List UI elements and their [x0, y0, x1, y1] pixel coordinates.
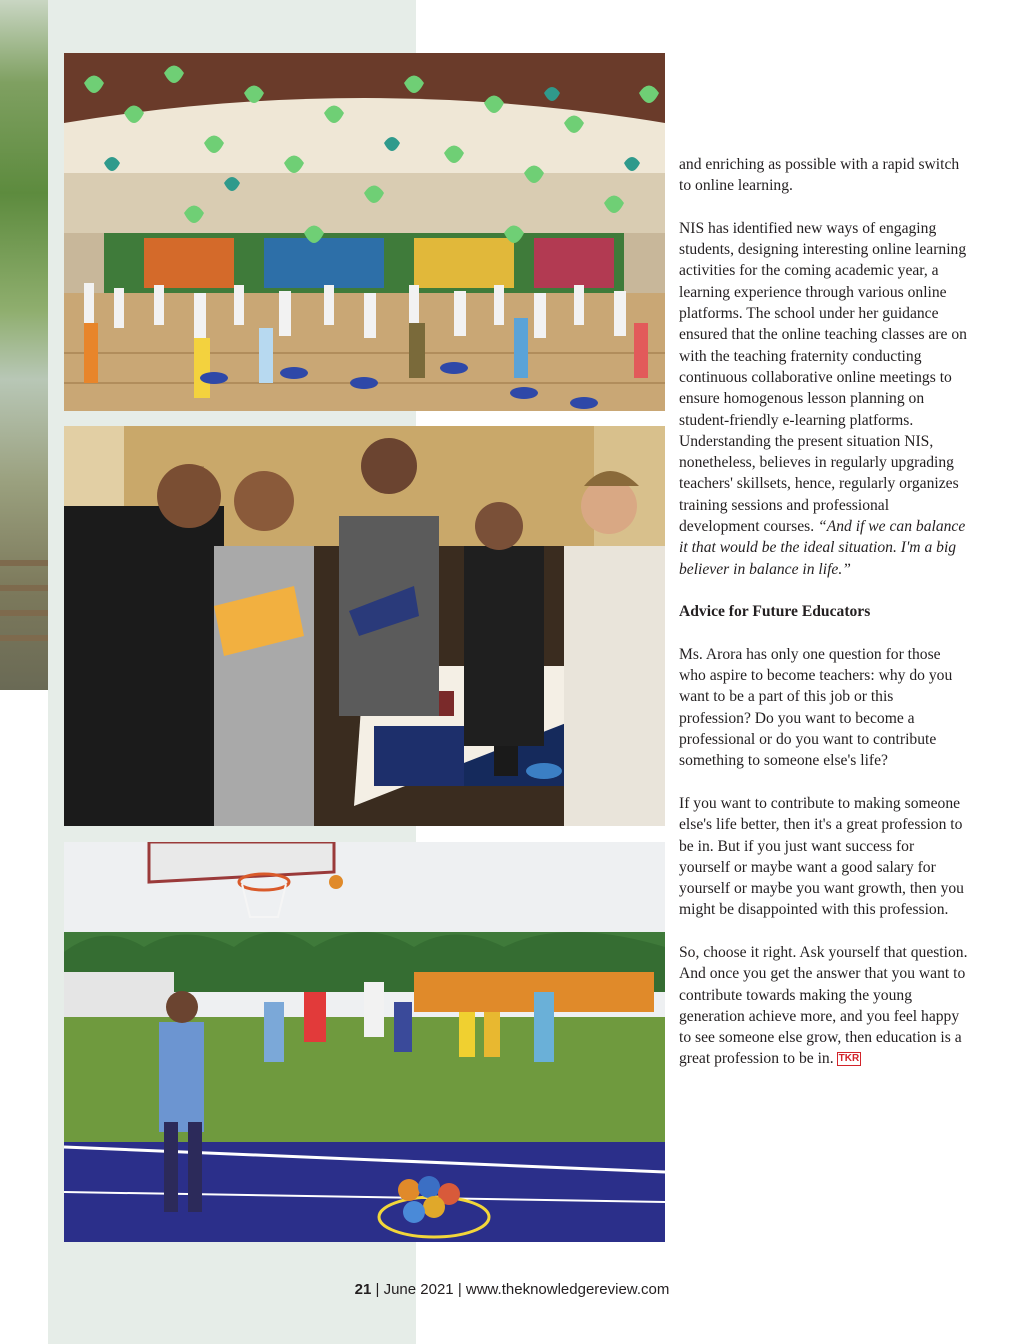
bench-slat — [0, 585, 48, 591]
tkr-end-logo: TKR — [838, 1053, 860, 1065]
paragraph-text: So, choose it right. Ask yourself that question. And once you get the answer that you want to contribute towards making the young generation achieve more, and you feel happy to see someone else grow, then education is a great profession to be in. — [679, 943, 968, 1068]
section-heading: Advice for Future Educators — [679, 603, 871, 621]
side-photo-strip — [0, 0, 48, 690]
bench-slat — [0, 610, 48, 616]
photo-exhibition-table — [64, 426, 665, 826]
article-paragraph — [679, 218, 969, 580]
bench-slat — [0, 560, 48, 566]
footer-separator: | — [371, 1281, 384, 1298]
bench-slat — [0, 635, 48, 641]
article-paragraph: If you want to contribute to making someone else's life better, then it's a great profession to be in. But if you just want success for yourself or maybe want a good salary for yourself or maybe you want growth, then you might be disappointed with this profession. — [679, 794, 964, 919]
photo-children-assembly-hall — [64, 53, 665, 411]
quote-text: “And if we can balance it that would be the ideal situation. I'm a big believer in balance in life.” — [679, 518, 966, 578]
page-number: 21 — [354, 1281, 372, 1298]
issue-date: June 2021 — [383, 1281, 454, 1298]
article-paragraph — [679, 942, 969, 1070]
article-paragraph: Ms. Arora has only one question for those who aspire to become teachers: why do you want to be a part of this job or this profession? Do you want to become a professional or do you want to contribute something to someone else's life? — [679, 645, 953, 770]
paragraph-text: NIS has identified new ways of engaging students, designing interesting online learning activities for the coming academic year, a learning experience through various online platforms. The school under her guidance ensured that the online teaching classes are on with the teaching fraternity conducting continuous collaborative online meetings to ensure homogenous lesson planning on student-friendly e-learning platforms. Understanding the present situation NIS, nonetheless, believes in regularly upgrading teachers' skillsets, hence, regularly organizes training sessions and professional development courses. — [679, 219, 967, 536]
article-body — [679, 154, 969, 1091]
article-paragraph: and enriching as possible with a rapid switch to online learning. — [679, 156, 960, 195]
photo-basketball-court — [64, 842, 665, 1242]
website-link[interactable]: www.theknowledgereview.com — [465, 1281, 670, 1298]
page-footer — [0, 1281, 1024, 1298]
footer-separator: | — [453, 1281, 466, 1298]
